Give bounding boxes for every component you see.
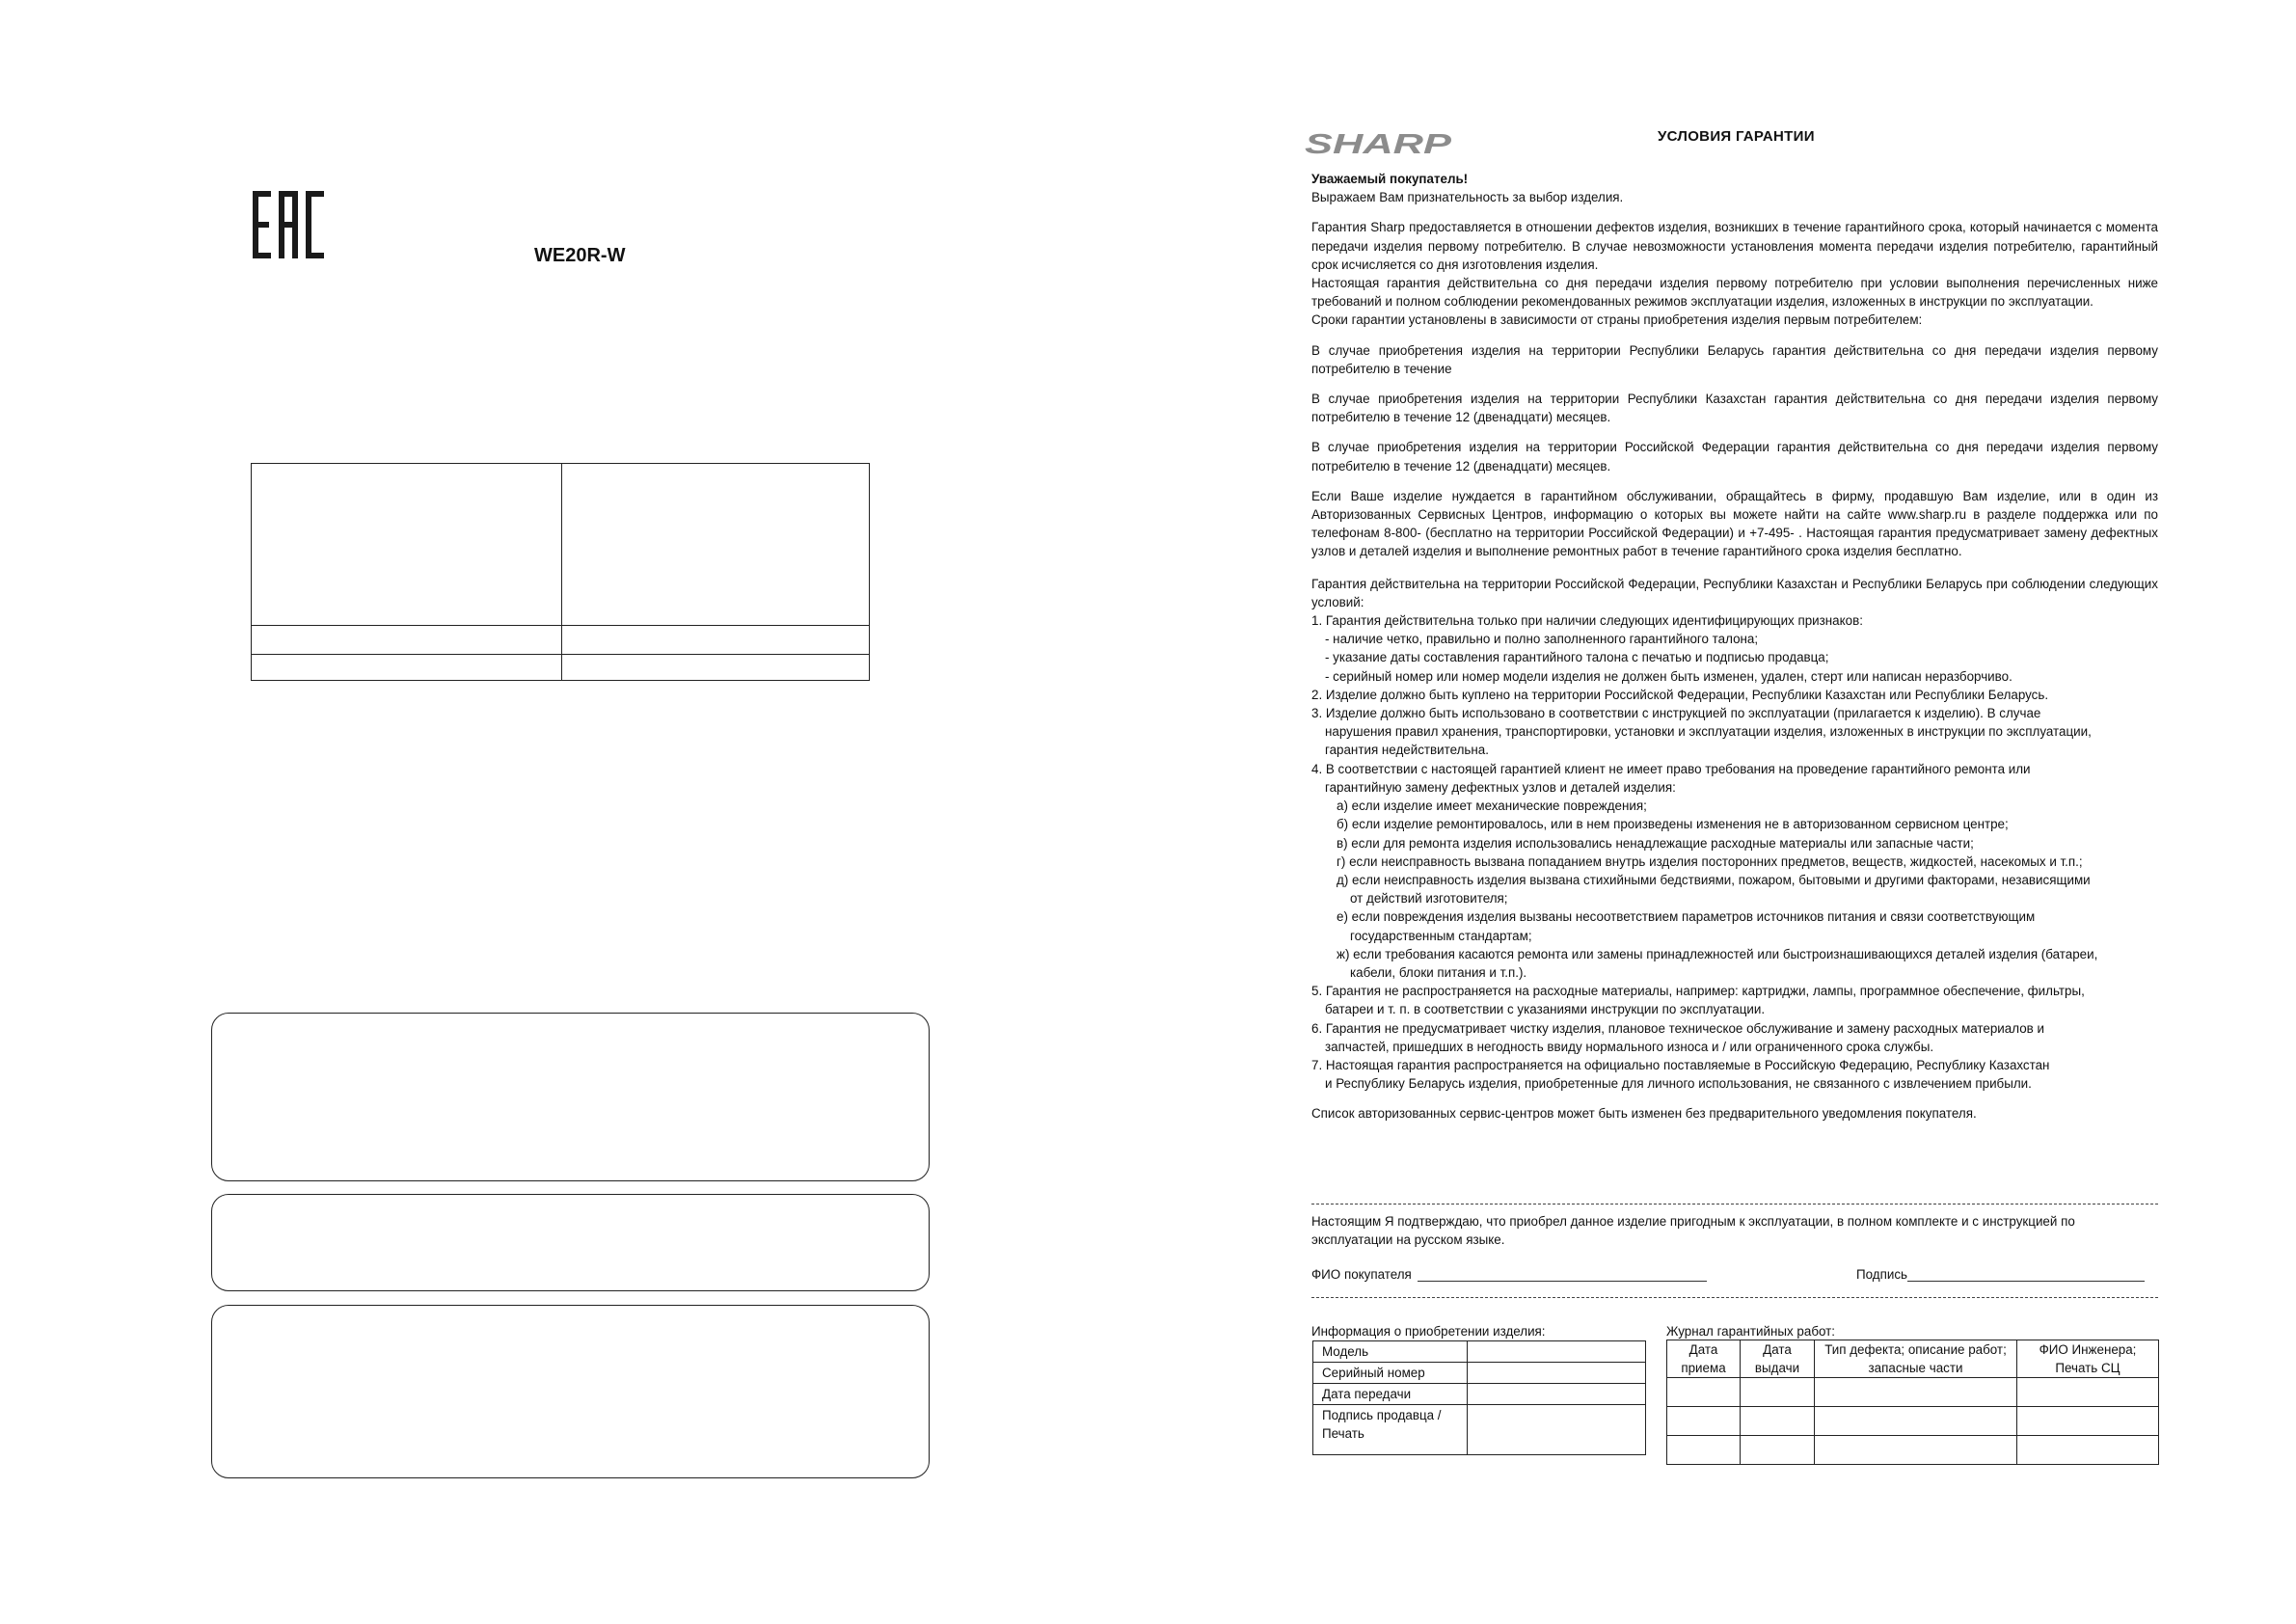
cut-line — [1311, 1297, 2158, 1298]
greeting: Уважаемый покупатель! — [1311, 172, 1469, 186]
list-item: а) если изделие имеет механические повреждения; — [1337, 798, 1647, 814]
service-note: Список авторизованных сервис-центров может быть изменен без предварительного уведомления покупателя. — [1311, 1106, 1977, 1122]
sharp-logo — [1305, 129, 1454, 158]
col-header: Дата приема — [1667, 1340, 1741, 1378]
table-cell[interactable] — [1815, 1436, 2017, 1465]
table-row — [1313, 1405, 1646, 1455]
list-item: гарантийную замену дефектных узлов и деталей изделия: — [1325, 779, 1676, 795]
list-item: батареи и т. п. в соответствии с указаниями инструкции по эксплуатации. — [1325, 1002, 1766, 1017]
table-cell — [252, 654, 561, 680]
table-row — [1667, 1407, 2159, 1436]
table-cell[interactable] — [2017, 1407, 2159, 1436]
buyer-confirmation: Настоящим Я подтверждаю, что приобрел данное изделие пригодным к эксплуатации, в полном комплекте и с инструкцией по эксплуатации на русском языке. — [1311, 1214, 2075, 1248]
serial-value-cell[interactable] — [1468, 1363, 1646, 1384]
table-row — [1667, 1436, 2159, 1465]
table-row — [1313, 1363, 1646, 1384]
table-cell[interactable] — [1667, 1407, 1741, 1436]
purchase-info-table — [1312, 1340, 1646, 1455]
table-cell[interactable] — [2017, 1436, 2159, 1465]
eac-logo — [253, 191, 324, 258]
col-header: Дата выдачи — [1741, 1340, 1815, 1378]
model-code: WE20R-W — [534, 245, 626, 266]
list-item: нарушения правил хранения, транспортировки, установки и эксплуатации изделия, изложенных в инструкции по эксплуатации, — [1325, 724, 2092, 740]
seller-signature-cell[interactable] — [1468, 1405, 1646, 1455]
list-item: от действий изготовителя; — [1350, 891, 1508, 907]
col-header: Тип дефекта; описание работ; запасные части — [1815, 1340, 2017, 1378]
table-cell[interactable] — [1741, 1407, 1815, 1436]
table-row — [1313, 1384, 1646, 1405]
list-item: 1. Гарантия действительна только при наличии следующих идентифицирующих признаков: — [1311, 613, 1863, 629]
seller-signature-label: Подпись продавца / Печать — [1313, 1405, 1468, 1455]
svg-text:SHARP: SHARP — [1305, 129, 1452, 158]
buyer-name-line — [1418, 1268, 1707, 1282]
blank-box-bottom — [211, 1305, 930, 1478]
table-cell[interactable] — [2017, 1378, 2159, 1407]
signature-label: Подпись — [1856, 1267, 1907, 1282]
model-value-cell[interactable] — [1468, 1341, 1646, 1363]
list-item: - указание даты составления гарантийного талона с печатью и подписью продавца; — [1325, 650, 1829, 665]
warranty-journal-table — [1666, 1340, 2159, 1465]
col-header: ФИО Инженера; Печать СЦ — [2017, 1340, 2159, 1378]
table-cell[interactable] — [1815, 1407, 2017, 1436]
purchase-info-title: Информация о приобретении изделия: — [1311, 1324, 1546, 1339]
list-item: запчастей, пришедших в негодность ввиду нормального износа и / или ограниченного срока службы. — [1325, 1039, 1934, 1054]
list-item: е) если повреждения изделия вызваны несоответствием параметров источников питания и связи соответствующим — [1337, 909, 2036, 925]
list-item: б) если изделие ремонтировалось, или в нем произведены изменения не в авторизованном сервисном центре; — [1337, 817, 2009, 832]
table-cell — [252, 464, 561, 625]
paragraph: Сроки гарантии установлены в зависимости от страны приобретения изделия первым потребителем: — [1311, 312, 1923, 328]
table-row — [1667, 1378, 2159, 1407]
list-item: д) если неисправность изделия вызвана стихийными бедствиями, пожаром, бытовыми и другими факторами, независящими — [1337, 872, 2091, 887]
table-header-row — [1667, 1340, 2159, 1378]
model-label: Модель — [1313, 1341, 1468, 1363]
list-item: г) если неисправность вызвана попаданием внутрь изделия посторонних предметов, веществ, жидкостей, насекомых и т.п.; — [1337, 853, 2083, 869]
warranty-text — [1311, 170, 2158, 1123]
buyer-name-field[interactable] — [1311, 1267, 1707, 1282]
table-cell[interactable] — [1667, 1436, 1741, 1465]
list-item: в) если для ремонта изделия использовались ненадлежащие расходные материалы или запасные части; — [1337, 835, 1974, 851]
table-cell[interactable] — [1741, 1378, 1815, 1407]
list-item: государственным стандартам; — [1350, 928, 1532, 943]
paragraph: Гарантия действительна на территории Российской Федерации, Республики Казахстан и Республики Беларусь при соблюдении следующих условий: — [1311, 576, 2158, 609]
list-item: 4. В соответствии с настоящей гарантией клиент не имеет право требования на проведение гарантийного ремонта или — [1311, 761, 2031, 776]
table-cell — [561, 625, 869, 654]
paragraph: Гарантия Sharp предоставляется в отношении дефектов изделия, возникших в течение гарантийного срока, который начинается с момента передачи изделия первому потребителю. В случае невозможности установления момента передачи изделия потребителю, гарантийный срок исчисляется со дня изготовления изделия. — [1311, 220, 2158, 272]
serial-label: Серийный номер — [1313, 1363, 1468, 1384]
table-cell[interactable] — [1741, 1436, 1815, 1465]
date-value-cell[interactable] — [1468, 1384, 1646, 1405]
list-item: и Республику Беларусь изделия, приобретенные для личного использования, не связанного с извлечением прибыли. — [1325, 1076, 2032, 1092]
page-title: УСЛОВИЯ ГАРАНТИИ — [1658, 128, 1815, 145]
table-row — [1313, 1341, 1646, 1363]
conditions-list — [1311, 611, 2158, 1093]
paragraph: В случае приобретения изделия на территории Республики Казахстан гарантия действительна со дня передачи изделия первому потребителю в течение 12 (двенадцати) месяцев. — [1311, 392, 2158, 425]
list-item: 5. Гарантия не распространяется на расходные материалы, например: картриджи, лампы, программное обеспечение, фильтры, — [1311, 984, 2085, 999]
table-cell — [561, 464, 869, 625]
date-label: Дата передачи — [1313, 1384, 1468, 1405]
signature-field[interactable] — [1856, 1267, 2145, 1282]
paragraph: Если Ваше изделие нуждается в гарантийном обслуживании, обращайтесь в фирму, продавшую Вам изделие, или в один из Авторизованных Сервисных Центров, информацию о которых вы можете найти на сайте www.sharp.ru в разделе поддержка или по телефонам 8-800- (бесплатно на территории Российской Федерации) и +7-495- . Настоящая гарантия предусматривает замену дефектных узлов и деталей изделия и выполнение ремонтных работ в течение гарантийного срока изделия бесплатно. — [1311, 488, 2158, 559]
list-item: 6. Гарантия не предусматривает чистку изделия, плановое техническое обслуживание и замену расходных материалов и — [1311, 1020, 2044, 1036]
list-item: кабели, блоки питания и т.п.). — [1350, 964, 1527, 980]
signature-line — [1907, 1268, 2145, 1282]
list-item: ж) если требования касаются ремонта или замены принадлежностей или быстроизнашивающихся деталей изделия (батареи, — [1337, 946, 2098, 961]
table-cell[interactable] — [1667, 1378, 1741, 1407]
journal-title: Журнал гарантийных работ: — [1666, 1324, 1836, 1339]
table-cell[interactable] — [1815, 1378, 2017, 1407]
product-info-table — [251, 463, 870, 681]
list-item: гарантия недействительна. — [1325, 743, 1489, 758]
list-item: 3. Изделие должно быть использовано в соответствии с инструкцией по эксплуатации (прилагается к изделию). В случае — [1311, 706, 2041, 721]
paragraph: Настоящая гарантия действительна со дня передачи изделия первому потребителю при условии выполнения перечисленных ниже требований и полном соблюдении рекомендованных режимов эксплуатации изделия, изложенных в инструкции по эксплуатации. — [1311, 276, 2158, 310]
list-item: 2. Изделие должно быть куплено на территории Российской Федерации, Республики Казахстан или Республики Беларусь. — [1311, 687, 2049, 702]
table-cell — [252, 625, 561, 654]
paragraph: В случае приобретения изделия на территории Республики Беларусь гарантия действительна со дня передачи изделия первому потребителю в течение — [1311, 342, 2158, 376]
blank-box-large — [211, 1013, 930, 1181]
paragraph: Выражаем Вам признательность за выбор изделия. — [1311, 190, 1624, 205]
list-item: - наличие четко, правильно и полно заполненного гарантийного талона; — [1325, 632, 1759, 647]
paragraph: В случае приобретения изделия на территории Российской Федерации гарантия действительна со дня передачи изделия первому потребителю в течение 12 (двенадцати) месяцев. — [1311, 440, 2158, 474]
list-item: 7. Настоящая гарантия распространяется на официально поставляемые в Российскую Федерацию, Республику Казахстан — [1311, 1057, 2050, 1072]
buyer-name-label: ФИО покупателя — [1311, 1267, 1412, 1282]
table-cell — [561, 654, 869, 680]
list-item: - серийный номер или номер модели изделия не должен быть изменен, удален, стерт или написан неразборчиво. — [1325, 668, 2012, 684]
blank-box-small — [211, 1194, 930, 1291]
